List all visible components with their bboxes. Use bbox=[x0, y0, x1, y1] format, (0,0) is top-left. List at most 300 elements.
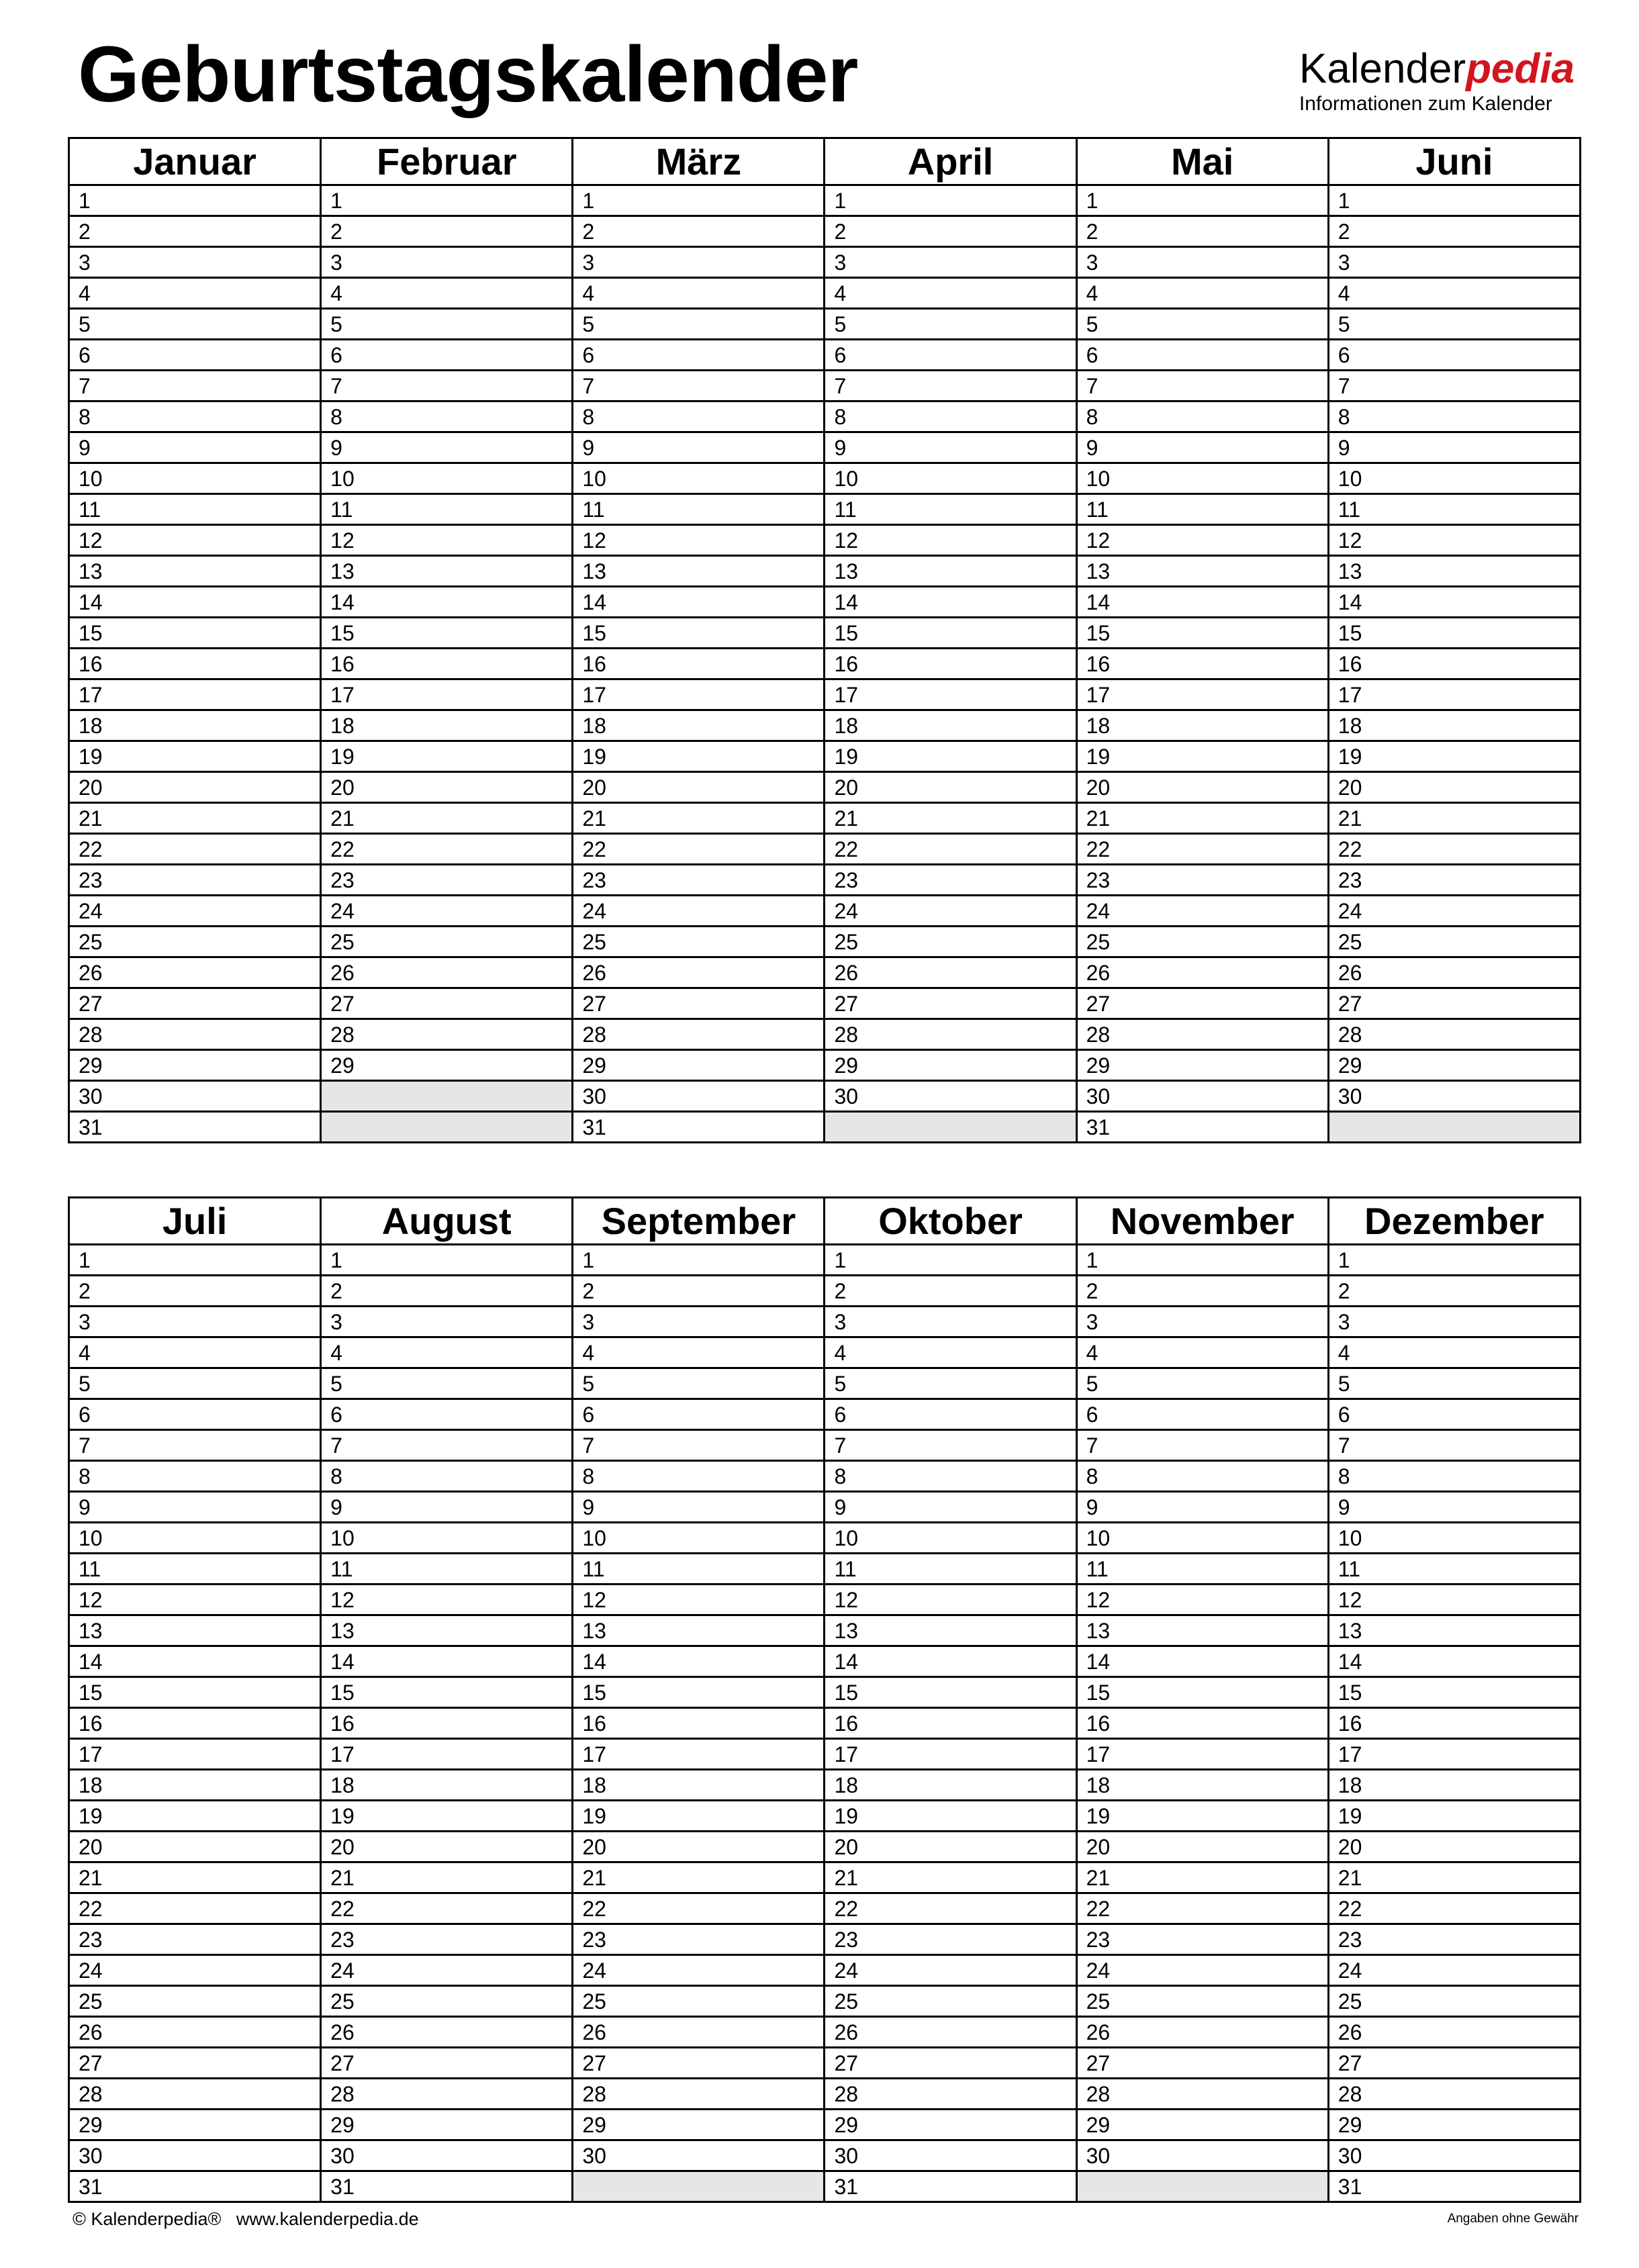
day-cell[interactable]: 3 bbox=[825, 1307, 1076, 1337]
day-cell[interactable]: 11 bbox=[1076, 1554, 1328, 1585]
day-cell[interactable]: 11 bbox=[573, 494, 825, 525]
day-cell[interactable]: 11 bbox=[1328, 494, 1580, 525]
day-cell[interactable]: 26 bbox=[1076, 2017, 1328, 2048]
day-cell[interactable]: 26 bbox=[825, 957, 1076, 988]
day-cell[interactable]: 23 bbox=[69, 1924, 321, 1955]
day-cell[interactable]: 16 bbox=[573, 1708, 825, 1739]
day-cell[interactable]: 24 bbox=[69, 896, 321, 927]
day-cell[interactable]: 1 bbox=[1328, 1245, 1580, 1276]
day-cell[interactable]: 3 bbox=[1076, 1307, 1328, 1337]
day-cell[interactable]: 12 bbox=[573, 1585, 825, 1615]
day-cell[interactable]: 19 bbox=[69, 1801, 321, 1832]
day-cell[interactable]: 18 bbox=[1328, 710, 1580, 741]
day-cell[interactable]: 23 bbox=[1328, 865, 1580, 896]
day-cell[interactable]: 2 bbox=[69, 216, 321, 247]
day-cell[interactable]: 29 bbox=[825, 1050, 1076, 1081]
day-cell[interactable]: 28 bbox=[69, 2079, 321, 2110]
day-cell[interactable]: 16 bbox=[573, 649, 825, 679]
day-cell[interactable]: 18 bbox=[321, 710, 573, 741]
day-cell[interactable]: 14 bbox=[1076, 587, 1328, 618]
day-cell[interactable]: 26 bbox=[321, 2017, 573, 2048]
day-cell[interactable]: 17 bbox=[1076, 679, 1328, 710]
day-cell[interactable]: 7 bbox=[321, 371, 573, 401]
day-cell[interactable]: 24 bbox=[573, 1955, 825, 1986]
day-cell[interactable]: 2 bbox=[573, 1276, 825, 1307]
day-cell[interactable]: 10 bbox=[69, 1523, 321, 1554]
day-cell[interactable]: 17 bbox=[69, 679, 321, 710]
day-cell[interactable]: 31 bbox=[825, 2171, 1076, 2202]
day-cell[interactable]: 18 bbox=[1328, 1770, 1580, 1801]
day-cell[interactable]: 29 bbox=[1076, 1050, 1328, 1081]
day-cell[interactable]: 29 bbox=[69, 1050, 321, 1081]
day-cell[interactable]: 16 bbox=[1076, 649, 1328, 679]
day-cell[interactable]: 27 bbox=[1076, 2048, 1328, 2079]
day-cell[interactable]: 20 bbox=[321, 772, 573, 803]
day-cell[interactable]: 31 bbox=[69, 1112, 321, 1143]
day-cell[interactable]: 6 bbox=[321, 1399, 573, 1430]
day-cell[interactable]: 11 bbox=[825, 494, 1076, 525]
day-cell[interactable]: 15 bbox=[321, 1677, 573, 1708]
day-cell[interactable]: 8 bbox=[1328, 1461, 1580, 1492]
day-cell[interactable]: 27 bbox=[825, 988, 1076, 1019]
day-cell[interactable]: 22 bbox=[825, 834, 1076, 865]
day-cell[interactable]: 15 bbox=[1076, 1677, 1328, 1708]
day-cell[interactable]: 1 bbox=[1328, 185, 1580, 216]
day-cell[interactable]: 8 bbox=[573, 401, 825, 432]
day-cell[interactable]: 1 bbox=[69, 1245, 321, 1276]
day-cell[interactable]: 15 bbox=[321, 618, 573, 649]
day-cell[interactable]: 26 bbox=[1076, 957, 1328, 988]
day-cell[interactable]: 4 bbox=[69, 1337, 321, 1368]
day-cell[interactable]: 2 bbox=[1328, 216, 1580, 247]
day-cell[interactable]: 3 bbox=[573, 247, 825, 278]
day-cell[interactable]: 6 bbox=[1076, 1399, 1328, 1430]
day-cell[interactable]: 22 bbox=[1328, 834, 1580, 865]
day-cell[interactable]: 3 bbox=[69, 247, 321, 278]
day-cell[interactable]: 12 bbox=[321, 525, 573, 556]
day-cell[interactable]: 5 bbox=[321, 1368, 573, 1399]
day-cell[interactable]: 29 bbox=[573, 2110, 825, 2140]
day-cell[interactable]: 23 bbox=[69, 865, 321, 896]
day-cell[interactable]: 4 bbox=[825, 1337, 1076, 1368]
day-cell[interactable]: 4 bbox=[573, 278, 825, 309]
day-cell[interactable]: 29 bbox=[1076, 2110, 1328, 2140]
day-cell[interactable]: 19 bbox=[573, 1801, 825, 1832]
day-cell[interactable]: 19 bbox=[825, 1801, 1076, 1832]
day-cell[interactable]: 29 bbox=[321, 2110, 573, 2140]
day-cell[interactable]: 18 bbox=[1076, 1770, 1328, 1801]
day-cell[interactable]: 16 bbox=[321, 649, 573, 679]
day-cell[interactable]: 13 bbox=[69, 1615, 321, 1646]
day-cell[interactable]: 5 bbox=[825, 1368, 1076, 1399]
day-cell[interactable]: 21 bbox=[1076, 803, 1328, 834]
day-cell[interactable]: 12 bbox=[1328, 525, 1580, 556]
day-cell[interactable]: 16 bbox=[825, 1708, 1076, 1739]
day-cell[interactable]: 28 bbox=[69, 1019, 321, 1050]
day-cell[interactable]: 25 bbox=[825, 927, 1076, 957]
day-cell[interactable]: 8 bbox=[825, 401, 1076, 432]
day-cell[interactable]: 15 bbox=[825, 618, 1076, 649]
day-cell[interactable]: 15 bbox=[1328, 1677, 1580, 1708]
day-cell[interactable]: 7 bbox=[573, 371, 825, 401]
day-cell[interactable]: 28 bbox=[1076, 2079, 1328, 2110]
day-cell[interactable]: 21 bbox=[825, 1862, 1076, 1893]
day-cell[interactable]: 27 bbox=[573, 988, 825, 1019]
day-cell[interactable]: 23 bbox=[825, 865, 1076, 896]
day-cell[interactable]: 7 bbox=[1328, 371, 1580, 401]
day-cell[interactable]: 17 bbox=[69, 1739, 321, 1770]
day-cell[interactable]: 11 bbox=[825, 1554, 1076, 1585]
day-cell[interactable]: 17 bbox=[1076, 1739, 1328, 1770]
day-cell[interactable]: 1 bbox=[825, 185, 1076, 216]
day-cell[interactable]: 29 bbox=[1328, 1050, 1580, 1081]
day-cell[interactable]: 9 bbox=[1076, 432, 1328, 463]
day-cell[interactable]: 9 bbox=[321, 432, 573, 463]
day-cell[interactable]: 25 bbox=[1076, 1986, 1328, 2017]
day-cell[interactable]: 25 bbox=[573, 1986, 825, 2017]
day-cell[interactable]: 3 bbox=[825, 247, 1076, 278]
day-cell[interactable]: 9 bbox=[573, 432, 825, 463]
day-cell[interactable]: 1 bbox=[69, 185, 321, 216]
day-cell[interactable]: 7 bbox=[1076, 1430, 1328, 1461]
day-cell[interactable]: 28 bbox=[1328, 2079, 1580, 2110]
day-cell[interactable]: 18 bbox=[825, 710, 1076, 741]
day-cell[interactable]: 28 bbox=[321, 1019, 573, 1050]
day-cell[interactable]: 2 bbox=[573, 216, 825, 247]
day-cell[interactable]: 7 bbox=[1076, 371, 1328, 401]
day-cell[interactable]: 20 bbox=[1328, 1832, 1580, 1862]
day-cell[interactable]: 22 bbox=[69, 834, 321, 865]
day-cell[interactable]: 25 bbox=[1328, 927, 1580, 957]
day-cell[interactable]: 23 bbox=[573, 1924, 825, 1955]
day-cell[interactable]: 6 bbox=[825, 340, 1076, 371]
day-cell[interactable]: 14 bbox=[321, 1646, 573, 1677]
day-cell[interactable]: 23 bbox=[1076, 1924, 1328, 1955]
day-cell[interactable]: 31 bbox=[321, 2171, 573, 2202]
day-cell[interactable]: 15 bbox=[1076, 618, 1328, 649]
day-cell[interactable]: 21 bbox=[1328, 1862, 1580, 1893]
day-cell[interactable]: 25 bbox=[1328, 1986, 1580, 2017]
day-cell[interactable]: 16 bbox=[1328, 1708, 1580, 1739]
day-cell[interactable]: 21 bbox=[321, 803, 573, 834]
day-cell[interactable]: 6 bbox=[573, 1399, 825, 1430]
day-cell[interactable]: 9 bbox=[825, 432, 1076, 463]
day-cell[interactable]: 8 bbox=[1328, 401, 1580, 432]
day-cell[interactable]: 3 bbox=[573, 1307, 825, 1337]
day-cell[interactable]: 18 bbox=[573, 1770, 825, 1801]
day-cell[interactable]: 17 bbox=[573, 679, 825, 710]
day-cell[interactable]: 10 bbox=[573, 1523, 825, 1554]
day-cell[interactable]: 26 bbox=[321, 957, 573, 988]
day-cell[interactable]: 4 bbox=[1076, 278, 1328, 309]
day-cell[interactable]: 22 bbox=[69, 1893, 321, 1924]
day-cell[interactable]: 7 bbox=[573, 1430, 825, 1461]
day-cell[interactable]: 4 bbox=[825, 278, 1076, 309]
day-cell[interactable]: 30 bbox=[825, 2140, 1076, 2171]
day-cell[interactable]: 22 bbox=[321, 1893, 573, 1924]
day-cell[interactable]: 19 bbox=[573, 741, 825, 772]
day-cell[interactable]: 22 bbox=[1328, 1893, 1580, 1924]
day-cell[interactable]: 19 bbox=[69, 741, 321, 772]
day-cell[interactable]: 15 bbox=[825, 1677, 1076, 1708]
day-cell[interactable]: 14 bbox=[1328, 1646, 1580, 1677]
day-cell[interactable]: 9 bbox=[573, 1492, 825, 1523]
day-cell[interactable]: 4 bbox=[321, 1337, 573, 1368]
day-cell[interactable]: 24 bbox=[825, 1955, 1076, 1986]
day-cell[interactable]: 14 bbox=[825, 587, 1076, 618]
day-cell[interactable]: 7 bbox=[1328, 1430, 1580, 1461]
day-cell[interactable]: 20 bbox=[69, 1832, 321, 1862]
day-cell[interactable]: 31 bbox=[573, 1112, 825, 1143]
day-cell[interactable]: 11 bbox=[1328, 1554, 1580, 1585]
day-cell[interactable]: 10 bbox=[825, 463, 1076, 494]
day-cell[interactable]: 23 bbox=[321, 1924, 573, 1955]
day-cell[interactable]: 12 bbox=[1328, 1585, 1580, 1615]
day-cell[interactable]: 9 bbox=[321, 1492, 573, 1523]
day-cell[interactable]: 2 bbox=[321, 1276, 573, 1307]
day-cell[interactable]: 14 bbox=[321, 587, 573, 618]
day-cell[interactable]: 3 bbox=[69, 1307, 321, 1337]
day-cell[interactable]: 28 bbox=[1076, 1019, 1328, 1050]
day-cell[interactable]: 15 bbox=[69, 1677, 321, 1708]
day-cell[interactable]: 8 bbox=[321, 1461, 573, 1492]
day-cell[interactable]: 14 bbox=[1328, 587, 1580, 618]
day-cell[interactable]: 4 bbox=[321, 278, 573, 309]
day-cell[interactable]: 29 bbox=[573, 1050, 825, 1081]
day-cell[interactable]: 6 bbox=[69, 1399, 321, 1430]
day-cell[interactable]: 20 bbox=[573, 1832, 825, 1862]
day-cell[interactable]: 18 bbox=[573, 710, 825, 741]
day-cell[interactable]: 22 bbox=[1076, 1893, 1328, 1924]
day-cell[interactable]: 30 bbox=[573, 1081, 825, 1112]
day-cell[interactable]: 21 bbox=[69, 1862, 321, 1893]
day-cell[interactable]: 23 bbox=[321, 865, 573, 896]
day-cell[interactable]: 6 bbox=[1076, 340, 1328, 371]
day-cell[interactable]: 28 bbox=[825, 2079, 1076, 2110]
day-cell[interactable]: 14 bbox=[1076, 1646, 1328, 1677]
day-cell[interactable]: 31 bbox=[69, 2171, 321, 2202]
day-cell[interactable]: 16 bbox=[69, 1708, 321, 1739]
day-cell[interactable]: 29 bbox=[321, 1050, 573, 1081]
day-cell[interactable]: 22 bbox=[321, 834, 573, 865]
day-cell[interactable]: 22 bbox=[573, 834, 825, 865]
day-cell[interactable]: 17 bbox=[825, 679, 1076, 710]
day-cell[interactable]: 10 bbox=[1076, 463, 1328, 494]
day-cell[interactable]: 26 bbox=[69, 957, 321, 988]
day-cell[interactable]: 17 bbox=[321, 679, 573, 710]
day-cell[interactable]: 1 bbox=[573, 185, 825, 216]
day-cell[interactable]: 17 bbox=[321, 1739, 573, 1770]
day-cell[interactable]: 19 bbox=[1328, 741, 1580, 772]
day-cell[interactable]: 24 bbox=[321, 1955, 573, 1986]
day-cell[interactable]: 27 bbox=[1328, 988, 1580, 1019]
day-cell[interactable]: 24 bbox=[573, 896, 825, 927]
day-cell[interactable]: 8 bbox=[1076, 401, 1328, 432]
day-cell[interactable]: 3 bbox=[1328, 247, 1580, 278]
day-cell[interactable]: 10 bbox=[825, 1523, 1076, 1554]
day-cell[interactable]: 20 bbox=[825, 1832, 1076, 1862]
day-cell[interactable]: 29 bbox=[69, 2110, 321, 2140]
day-cell[interactable]: 16 bbox=[321, 1708, 573, 1739]
day-cell[interactable]: 19 bbox=[321, 741, 573, 772]
day-cell[interactable]: 9 bbox=[69, 1492, 321, 1523]
day-cell[interactable]: 25 bbox=[321, 1986, 573, 2017]
day-cell[interactable]: 22 bbox=[1076, 834, 1328, 865]
day-cell[interactable]: 27 bbox=[69, 988, 321, 1019]
day-cell[interactable]: 5 bbox=[1328, 1368, 1580, 1399]
kalenderpedia-logo[interactable] bbox=[1299, 48, 1575, 115]
day-cell[interactable]: 26 bbox=[69, 2017, 321, 2048]
day-cell[interactable]: 27 bbox=[825, 2048, 1076, 2079]
day-cell[interactable]: 30 bbox=[1328, 2140, 1580, 2171]
day-cell[interactable]: 30 bbox=[69, 2140, 321, 2171]
day-cell[interactable]: 4 bbox=[1076, 1337, 1328, 1368]
day-cell[interactable]: 31 bbox=[1076, 1112, 1328, 1143]
day-cell[interactable]: 20 bbox=[1328, 772, 1580, 803]
day-cell[interactable]: 23 bbox=[825, 1924, 1076, 1955]
day-cell[interactable]: 12 bbox=[573, 525, 825, 556]
day-cell[interactable]: 13 bbox=[825, 1615, 1076, 1646]
day-cell[interactable]: 18 bbox=[1076, 710, 1328, 741]
day-cell[interactable]: 19 bbox=[1076, 1801, 1328, 1832]
day-cell[interactable]: 1 bbox=[1076, 185, 1328, 216]
day-cell[interactable]: 13 bbox=[69, 556, 321, 587]
day-cell[interactable]: 6 bbox=[321, 340, 573, 371]
day-cell[interactable]: 21 bbox=[1076, 1862, 1328, 1893]
day-cell[interactable]: 15 bbox=[69, 618, 321, 649]
day-cell[interactable]: 16 bbox=[69, 649, 321, 679]
day-cell[interactable]: 19 bbox=[1076, 741, 1328, 772]
day-cell[interactable]: 4 bbox=[1328, 1337, 1580, 1368]
day-cell[interactable]: 14 bbox=[573, 587, 825, 618]
day-cell[interactable]: 20 bbox=[321, 1832, 573, 1862]
day-cell[interactable]: 10 bbox=[1328, 1523, 1580, 1554]
day-cell[interactable]: 12 bbox=[69, 525, 321, 556]
day-cell[interactable]: 20 bbox=[825, 772, 1076, 803]
day-cell[interactable]: 27 bbox=[321, 988, 573, 1019]
day-cell[interactable]: 24 bbox=[1076, 896, 1328, 927]
day-cell[interactable]: 21 bbox=[1328, 803, 1580, 834]
day-cell[interactable]: 1 bbox=[321, 185, 573, 216]
day-cell[interactable]: 8 bbox=[69, 401, 321, 432]
day-cell[interactable]: 23 bbox=[1328, 1924, 1580, 1955]
day-cell[interactable]: 21 bbox=[573, 1862, 825, 1893]
day-cell[interactable]: 14 bbox=[825, 1646, 1076, 1677]
day-cell[interactable]: 27 bbox=[321, 2048, 573, 2079]
day-cell[interactable]: 28 bbox=[573, 2079, 825, 2110]
day-cell[interactable]: 29 bbox=[1328, 2110, 1580, 2140]
day-cell[interactable]: 11 bbox=[321, 494, 573, 525]
day-cell[interactable]: 21 bbox=[321, 1862, 573, 1893]
day-cell[interactable]: 15 bbox=[573, 1677, 825, 1708]
day-cell[interactable]: 25 bbox=[69, 1986, 321, 2017]
day-cell[interactable]: 28 bbox=[825, 1019, 1076, 1050]
day-cell[interactable]: 2 bbox=[1328, 1276, 1580, 1307]
day-cell[interactable]: 11 bbox=[69, 494, 321, 525]
day-cell[interactable]: 26 bbox=[825, 2017, 1076, 2048]
day-cell[interactable]: 24 bbox=[825, 896, 1076, 927]
day-cell[interactable]: 9 bbox=[1328, 1492, 1580, 1523]
day-cell[interactable]: 12 bbox=[825, 1585, 1076, 1615]
day-cell[interactable]: 9 bbox=[1076, 1492, 1328, 1523]
day-cell[interactable]: 25 bbox=[321, 927, 573, 957]
day-cell[interactable]: 10 bbox=[1328, 463, 1580, 494]
day-cell[interactable]: 20 bbox=[1076, 772, 1328, 803]
day-cell[interactable]: 13 bbox=[1076, 1615, 1328, 1646]
day-cell[interactable]: 8 bbox=[1076, 1461, 1328, 1492]
day-cell[interactable]: 26 bbox=[573, 957, 825, 988]
day-cell[interactable]: 5 bbox=[825, 309, 1076, 340]
day-cell[interactable]: 28 bbox=[573, 1019, 825, 1050]
day-cell[interactable]: 15 bbox=[1328, 618, 1580, 649]
day-cell[interactable]: 18 bbox=[321, 1770, 573, 1801]
day-cell[interactable]: 10 bbox=[321, 1523, 573, 1554]
day-cell[interactable]: 24 bbox=[1328, 1955, 1580, 1986]
day-cell[interactable]: 30 bbox=[825, 1081, 1076, 1112]
day-cell[interactable]: 3 bbox=[321, 1307, 573, 1337]
day-cell[interactable]: 17 bbox=[1328, 1739, 1580, 1770]
day-cell[interactable]: 24 bbox=[1328, 896, 1580, 927]
day-cell[interactable]: 12 bbox=[825, 525, 1076, 556]
day-cell[interactable]: 9 bbox=[1328, 432, 1580, 463]
day-cell[interactable]: 4 bbox=[573, 1337, 825, 1368]
day-cell[interactable]: 21 bbox=[69, 803, 321, 834]
day-cell[interactable]: 8 bbox=[825, 1461, 1076, 1492]
day-cell[interactable]: 11 bbox=[69, 1554, 321, 1585]
day-cell[interactable]: 13 bbox=[573, 556, 825, 587]
day-cell[interactable]: 4 bbox=[69, 278, 321, 309]
day-cell[interactable]: 27 bbox=[69, 2048, 321, 2079]
day-cell[interactable]: 26 bbox=[1328, 957, 1580, 988]
day-cell[interactable]: 13 bbox=[321, 556, 573, 587]
day-cell[interactable]: 5 bbox=[1328, 309, 1580, 340]
day-cell[interactable]: 12 bbox=[1076, 1585, 1328, 1615]
day-cell[interactable]: 25 bbox=[69, 927, 321, 957]
day-cell[interactable]: 1 bbox=[321, 1245, 573, 1276]
day-cell[interactable]: 11 bbox=[573, 1554, 825, 1585]
day-cell[interactable]: 28 bbox=[1328, 1019, 1580, 1050]
day-cell[interactable]: 8 bbox=[573, 1461, 825, 1492]
day-cell[interactable]: 5 bbox=[1076, 309, 1328, 340]
day-cell[interactable]: 11 bbox=[1076, 494, 1328, 525]
day-cell[interactable]: 13 bbox=[321, 1615, 573, 1646]
day-cell[interactable]: 23 bbox=[573, 865, 825, 896]
day-cell[interactable]: 14 bbox=[573, 1646, 825, 1677]
day-cell[interactable]: 2 bbox=[825, 216, 1076, 247]
day-cell[interactable]: 6 bbox=[1328, 1399, 1580, 1430]
day-cell[interactable]: 24 bbox=[1076, 1955, 1328, 1986]
day-cell[interactable]: 24 bbox=[69, 1955, 321, 1986]
day-cell[interactable]: 18 bbox=[69, 710, 321, 741]
day-cell[interactable]: 2 bbox=[1076, 1276, 1328, 1307]
day-cell[interactable]: 24 bbox=[321, 896, 573, 927]
day-cell[interactable]: 27 bbox=[1328, 2048, 1580, 2079]
day-cell[interactable]: 20 bbox=[69, 772, 321, 803]
day-cell[interactable]: 29 bbox=[825, 2110, 1076, 2140]
day-cell[interactable]: 21 bbox=[573, 803, 825, 834]
day-cell[interactable]: 4 bbox=[1328, 278, 1580, 309]
day-cell[interactable]: 2 bbox=[825, 1276, 1076, 1307]
day-cell[interactable]: 5 bbox=[573, 309, 825, 340]
day-cell[interactable]: 25 bbox=[1076, 927, 1328, 957]
day-cell[interactable]: 7 bbox=[825, 1430, 1076, 1461]
day-cell[interactable]: 13 bbox=[1328, 556, 1580, 587]
day-cell[interactable]: 7 bbox=[825, 371, 1076, 401]
day-cell[interactable]: 17 bbox=[1328, 679, 1580, 710]
day-cell[interactable]: 2 bbox=[1076, 216, 1328, 247]
day-cell[interactable]: 10 bbox=[321, 463, 573, 494]
day-cell[interactable]: 2 bbox=[321, 216, 573, 247]
